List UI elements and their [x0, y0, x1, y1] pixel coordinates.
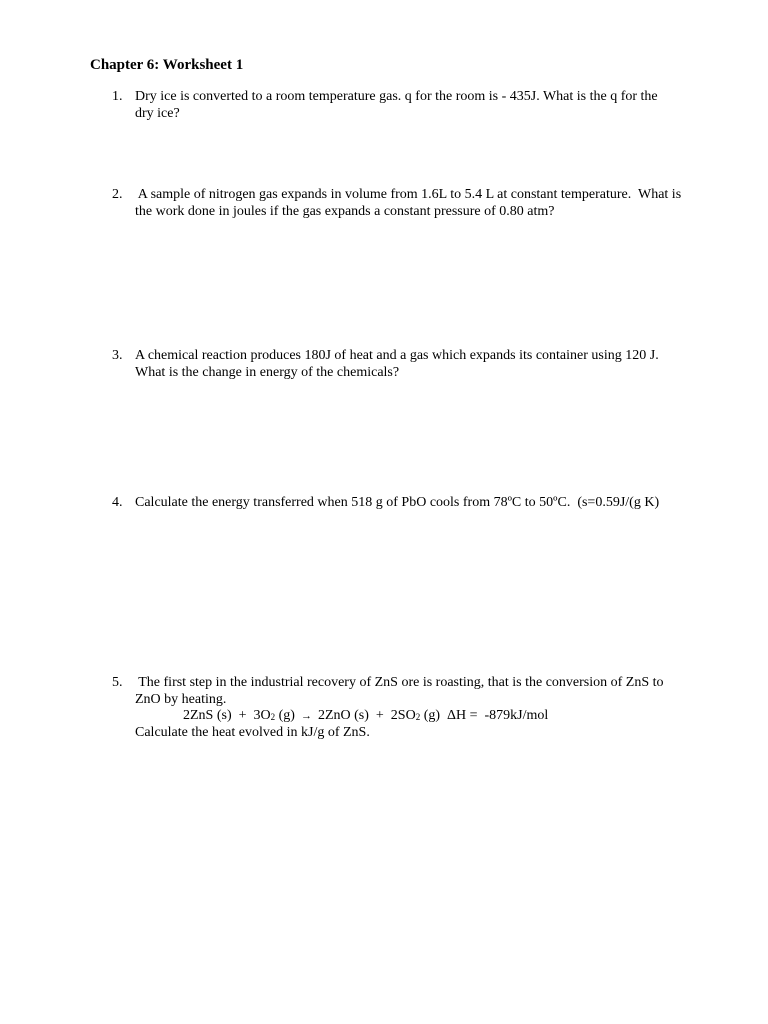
reaction-arrow-icon: → — [300, 710, 312, 722]
question-number: 5. — [112, 675, 123, 690]
question-2 — [112, 187, 687, 220]
question-5 — [112, 675, 687, 741]
question-text — [135, 89, 687, 122]
question-line: What is the change in energy of the chemicals? — [135, 364, 400, 380]
question-line: the work done in joules if the gas expands a constant pressure of 0.80 atm? — [135, 203, 555, 219]
question-line: The first step in the industrial recovery of ZnS ore is roasting, that is the conversion of ZnS to — [135, 675, 664, 690]
equation-state: (g) — [275, 708, 295, 723]
subscript: 2 — [415, 712, 421, 722]
equation-products: 2ZnO (s) + 2SO — [317, 708, 416, 723]
question-number: 1. — [112, 89, 123, 104]
question-text — [135, 675, 687, 741]
question-3 — [112, 348, 687, 381]
question-line: A chemical reaction produces 180J of heat and a gas which expands its container using 120 J. — [135, 348, 659, 363]
question-number: 4. — [112, 495, 123, 510]
equation-reactants: 2ZnS (s) + 3O — [183, 708, 271, 723]
question-text — [135, 187, 687, 220]
question-text — [135, 348, 687, 381]
question-line: dry ice? — [135, 105, 180, 121]
subscript: 2 — [270, 712, 276, 722]
page-title: Chapter 6: Worksheet 1 — [90, 57, 244, 73]
chemical-equation — [135, 708, 687, 725]
question-number: 2. — [112, 187, 123, 202]
question-line: Calculate the heat evolved in kJ/g of ZnS. — [135, 724, 370, 740]
question-text — [135, 495, 687, 512]
question-1 — [112, 89, 687, 122]
question-line: ZnO by heating. — [135, 691, 227, 707]
question-line: Dry ice is converted to a room temperature gas. q for the room is - 435J. What is the q for the — [135, 89, 658, 104]
question-line: A sample of nitrogen gas expands in volume from 1.6L to 5.4 L at constant temperature. What is — [135, 187, 682, 202]
equation-enthalpy: (g) ΔH = -879kJ/mol — [420, 708, 549, 723]
question-number: 3. — [112, 348, 123, 363]
question-4 — [112, 495, 687, 512]
question-line: Calculate the energy transferred when 518 g of PbO cools from 78ºC to 50ºC. (s=0.59J/(g K) — [135, 495, 660, 510]
